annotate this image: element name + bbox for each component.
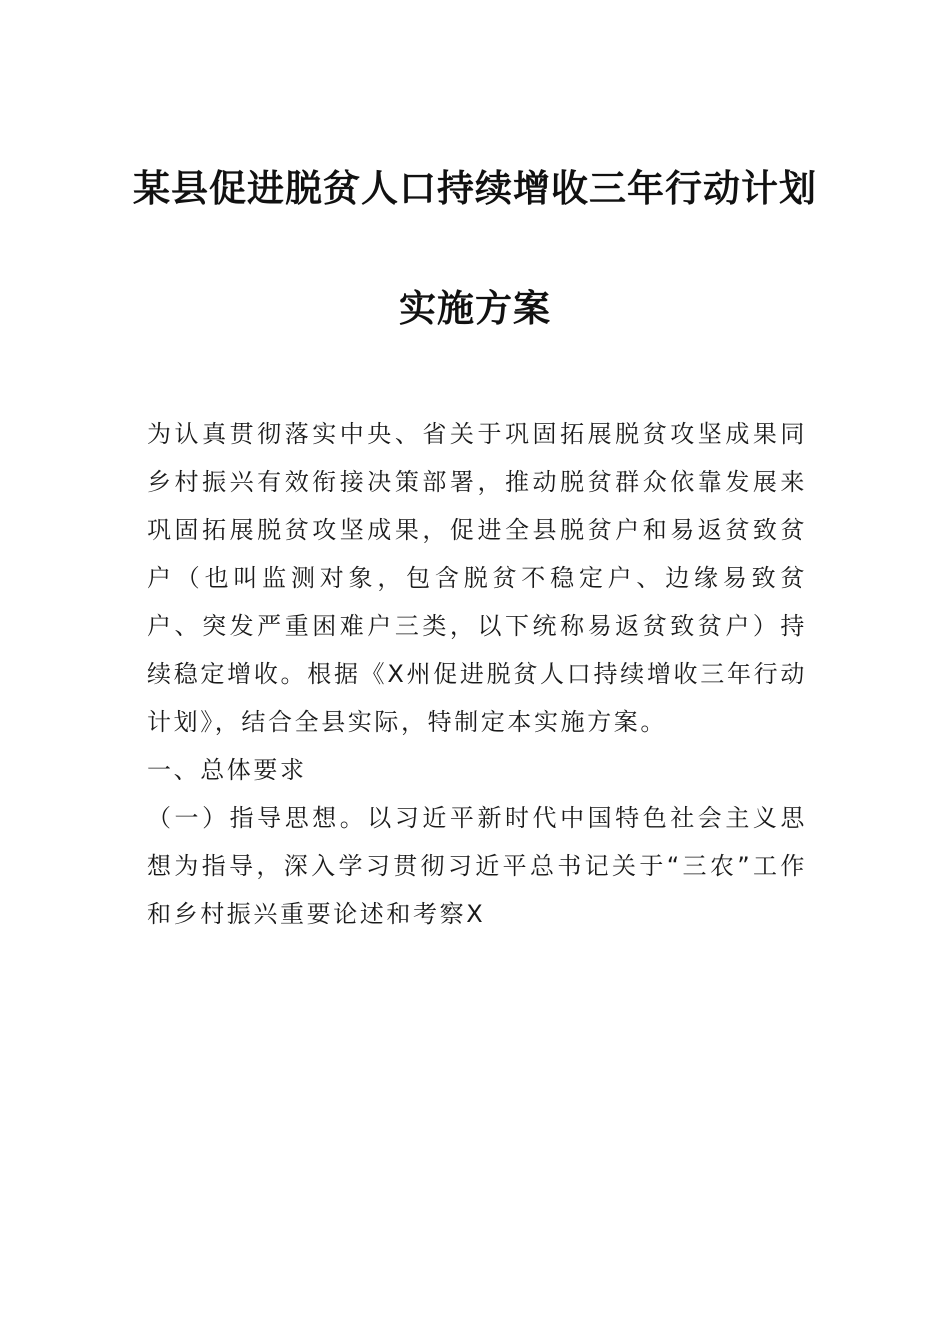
section-heading-overall-requirements: 一、总体要求: [147, 756, 307, 784]
document-body: [147, 410, 807, 938]
document-title-line-1: 某县促进脱贫人口持续增收三年行动计划: [133, 166, 817, 210]
document-title-line-2: 实施方案: [399, 286, 551, 330]
intro-paragraph: 为认真贯彻落实中央、省关于巩固拓展脱贫攻坚成果同乡村振兴有效衔接决策部署，推动脱贫群众依靠发展来巩固拓展脱贫攻坚成果，促进全县脱贫户和易返贫致贫户（也叫监测对象，包含脱贫不稳定户、边缘易致贫户、突发严重困难户三类，以下统称易返贫致贫户）持续稳定增收。根据《X州促进脱贫人口持续增收三年行动计划》，结合全县实际，特制定本实施方案。: [147, 420, 807, 736]
section-paragraph-guiding-thought: （一）指导思想。以习近平新时代中国特色社会主义思想为指导，深入学习贯彻习近平总书记关于“三农”工作和乡村振兴重要论述和考察X: [147, 804, 807, 928]
